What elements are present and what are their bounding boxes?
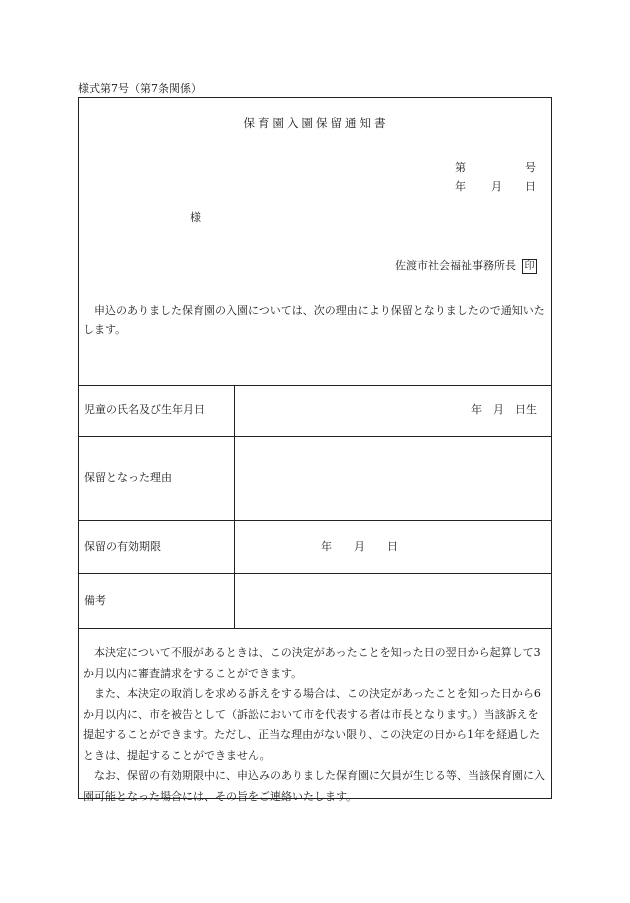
footer-paragraph: なお、保留の有効期限中に、申込みのありました保育園に欠員が生じる等、当該保育園に入園可能となった場合には、その旨をご連絡いたします。 (83, 769, 545, 803)
seal-mark: 印 (522, 259, 537, 274)
issuer-name: 佐渡市社会福祉事務所長 (395, 259, 516, 272)
divider (79, 573, 551, 574)
footer-paragraph: 本決定について不服があるときは、この決定があったことを知った日の翌日から起算して3か月以内に審査請求をすることができます。 (83, 646, 541, 680)
number-prefix: 第 (455, 161, 466, 174)
date-day: 日 (525, 180, 536, 193)
column-divider (234, 385, 235, 628)
form-number: 様式第7号（第7条関係） (78, 82, 202, 95)
document-title: 保育園入園保留通知書 (243, 116, 389, 130)
row-value-birthdate: 年 月 日生 (471, 403, 537, 416)
intro-text: 申込のありました保育園の入園については、次の理由により保留となりましたので通知いたします。 (83, 304, 545, 336)
row-label-expiry: 保留の有効期限 (84, 540, 161, 553)
date-month: 月 (491, 180, 502, 193)
number-suffix: 号 (525, 161, 536, 174)
addressee-suffix: 様 (190, 211, 201, 224)
footer-notes (83, 643, 549, 807)
row-label-remarks: 備考 (84, 594, 106, 607)
footer-paragraph: また、本決定の取消しを求める訴えをする場合は、この決定があったことを知った日から6か月以内に、市を被告として（訴訟において市を代表する者は市長となります。）当該訴えを提起することができます。ただし、正当な理由がない限り、この決定の日から1年を経過したときは、提起することができません。 (83, 687, 541, 762)
row-value-expiry: 年 月 日 (321, 540, 398, 553)
notice-form (78, 97, 552, 803)
divider (79, 628, 551, 629)
divider (79, 436, 551, 437)
divider (79, 520, 551, 521)
issuer-line (395, 257, 537, 274)
divider (79, 385, 551, 386)
date-year: 年 (455, 180, 466, 193)
row-label-reason: 保留となった理由 (84, 471, 172, 484)
row-label-child: 児童の氏名及び生年月日 (84, 403, 205, 416)
